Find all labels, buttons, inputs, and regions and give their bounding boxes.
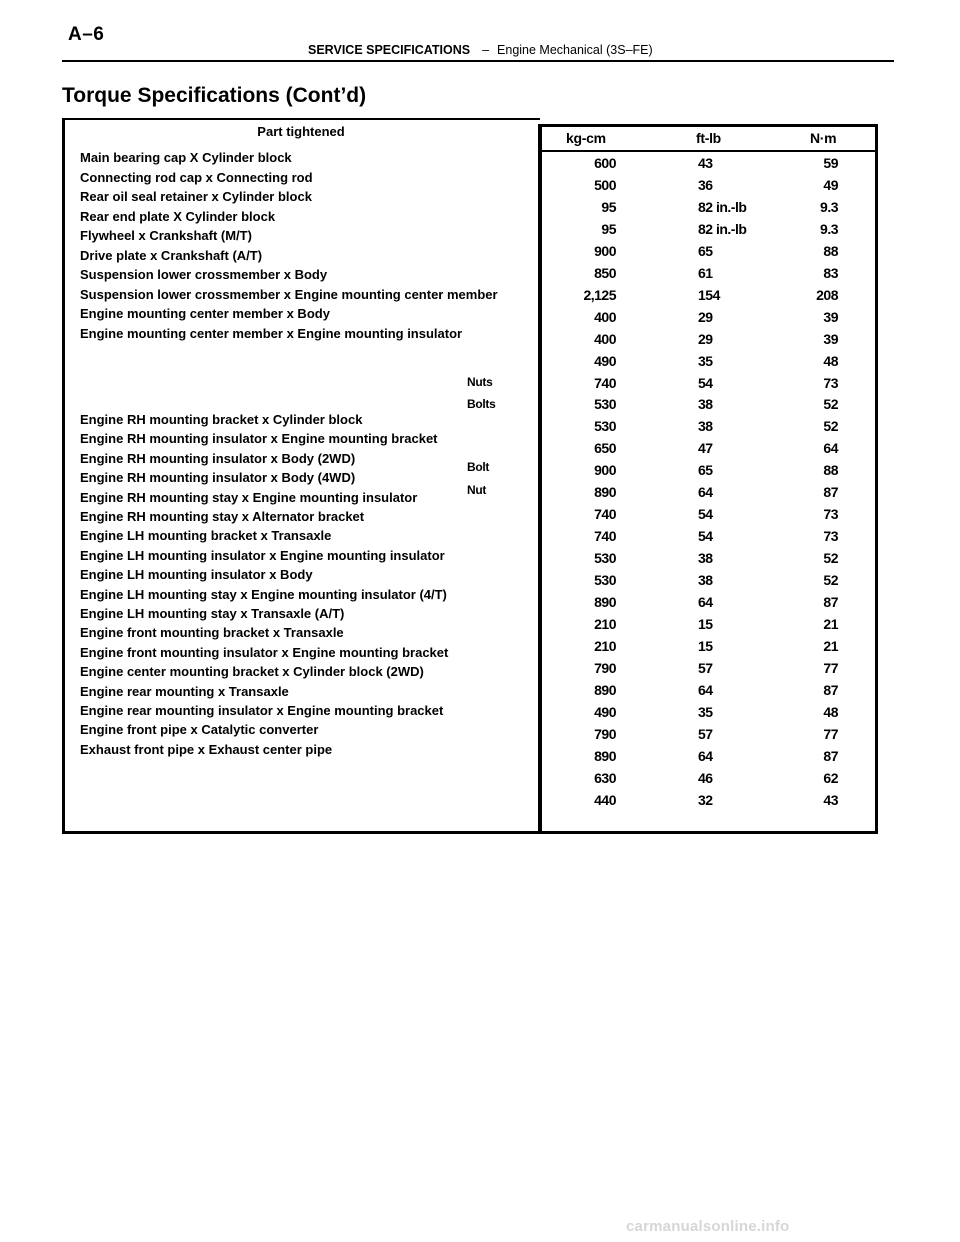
ft-lb-value: 43 <box>698 155 713 171</box>
ft-lb-value: 65 <box>698 462 713 479</box>
subsection-title: Engine Mechanical (3S–FE) <box>497 43 653 57</box>
ft-lb-value: 29 <box>698 330 713 347</box>
n-m-value: 73 <box>823 374 838 391</box>
column-header-n-m: N·m <box>810 130 837 146</box>
part-tightened-line: Engine LH mounting stay x Engine mounting insulator (4/T) <box>80 586 447 602</box>
ft-lb-value: 15 <box>698 615 713 632</box>
kg-cm-value: 490 <box>594 352 616 369</box>
torque-spec-table <box>62 118 880 834</box>
fastener-label: Bolts <box>467 397 496 411</box>
column-header-kg-cm: kg-cm <box>566 130 606 146</box>
ft-lb-value: 38 <box>698 418 713 435</box>
ft-lb-value: 57 <box>698 659 713 676</box>
part-tightened-line: Engine front mounting bracket x Transaxle <box>80 625 344 641</box>
watermark: carmanualsonline.info <box>626 1218 790 1235</box>
kg-cm-value: 440 <box>594 791 616 808</box>
ft-lb-value: 54 <box>698 528 713 545</box>
n-m-value: 62 <box>823 769 838 786</box>
ft-lb-value: 64 <box>698 484 713 501</box>
kg-cm-value: 600 <box>594 155 616 171</box>
n-m-value: 52 <box>823 550 838 567</box>
kg-cm-value: 95 <box>601 198 616 215</box>
ft-lb-value: 61 <box>698 264 713 281</box>
ft-lb-value: 57 <box>698 725 713 742</box>
kg-cm-value: 890 <box>594 681 616 698</box>
part-tightened-line: Engine RH mounting stay x Alternator bracket <box>80 509 365 524</box>
part-tightened-line: Engine mounting center member x Engine mounting insulator <box>80 325 463 341</box>
running-header <box>308 43 653 57</box>
kg-cm-value: 740 <box>594 506 616 523</box>
n-m-value: 87 <box>823 747 838 764</box>
n-m-value: 9.3 <box>820 220 838 237</box>
part-tightened-line: Engine LH mounting bracket x Transaxle <box>80 528 332 544</box>
kg-cm-value: 890 <box>594 484 616 501</box>
ft-lb-value: 38 <box>698 396 713 413</box>
section-title: SERVICE SPECIFICATIONS <box>308 43 471 57</box>
kg-cm-value: 850 <box>594 264 616 281</box>
ft-lb-value: 64 <box>698 594 713 610</box>
ft-lb-value: 82 in.-lb <box>698 198 747 215</box>
kg-cm-value: 650 <box>594 440 616 457</box>
part-tightened-line: Engine rear mounting x Transaxle <box>80 683 289 699</box>
n-m-value: 39 <box>823 308 838 325</box>
kg-cm-value: 400 <box>594 308 616 325</box>
n-m-value: 52 <box>823 418 838 435</box>
kg-cm-value: 790 <box>594 725 616 742</box>
kg-cm-value: 530 <box>594 418 616 435</box>
kg-cm-value: 500 <box>594 176 616 193</box>
kg-cm-value: 95 <box>601 220 616 237</box>
n-m-value: 87 <box>823 681 838 698</box>
kg-cm-value: 890 <box>594 747 616 764</box>
ft-lb-value: 46 <box>698 769 713 786</box>
part-tightened-line: Flywheel x Crankshaft (M/T) <box>80 228 252 243</box>
n-m-value: 52 <box>823 396 838 413</box>
n-m-value: 77 <box>823 725 838 742</box>
n-m-value: 87 <box>823 484 838 501</box>
ft-lb-value: 36 <box>698 176 713 193</box>
kg-cm-value: 2,125 <box>583 286 616 303</box>
part-tightened-line: Engine front mounting insulator x Engine mounting bracket <box>80 644 449 660</box>
part-tightened-line: Engine rear mounting insulator x Engine mounting bracket <box>80 703 444 718</box>
ft-lb-value: 32 <box>698 791 713 808</box>
n-m-value: 43 <box>823 791 838 808</box>
n-m-value: 83 <box>823 264 838 281</box>
n-m-value: 77 <box>823 659 838 676</box>
ft-lb-value: 64 <box>698 747 713 764</box>
part-tightened-line: Engine RH mounting bracket x Cylinder block <box>80 412 363 427</box>
fastener-label: Bolt <box>467 460 490 474</box>
part-tightened-line: Rear oil seal retainer x Cylinder block <box>80 189 312 204</box>
part-tightened-line: Engine RH mounting insulator x Body (2WD) <box>80 450 356 466</box>
part-tightened-line: Connecting rod cap x Connecting rod <box>80 169 313 185</box>
kg-cm-value: 210 <box>594 615 616 632</box>
n-m-value: 21 <box>823 615 838 632</box>
page-title: Torque Specifications (Cont’d) <box>62 84 367 107</box>
part-tightened-line: Drive plate x Crankshaft (A/T) <box>80 247 263 263</box>
ft-lb-value: 65 <box>698 242 713 259</box>
kg-cm-value: 740 <box>594 528 616 545</box>
n-m-value: 88 <box>823 242 838 259</box>
n-m-value: 73 <box>823 528 838 545</box>
header-rule <box>62 60 894 62</box>
part-tightened-line: Exhaust front pipe x Exhaust center pipe <box>80 741 333 757</box>
part-tightened-line: Engine center mounting bracket x Cylinder block (2WD) <box>80 664 424 680</box>
ft-lb-value: 38 <box>698 572 713 589</box>
n-m-value: 87 <box>823 594 838 610</box>
part-tightened-line: Engine mounting center member x Body <box>80 306 330 321</box>
n-m-value: 88 <box>823 462 838 479</box>
part-tightened-line: Engine RH mounting insulator x Engine mounting bracket <box>80 431 438 447</box>
kg-cm-value: 890 <box>594 594 616 610</box>
part-tightened-line: Suspension lower crossmember x Engine mounting center member <box>80 286 498 302</box>
n-m-value: 48 <box>823 703 838 720</box>
column-header-ft-lb: ft-lb <box>696 130 721 146</box>
part-tightened-line: Engine LH mounting insulator x Engine mounting insulator <box>80 547 445 563</box>
ft-lb-value: 35 <box>698 352 713 369</box>
n-m-value: 9.3 <box>820 198 838 215</box>
values-header-rule <box>538 150 878 152</box>
ft-lb-value: 54 <box>698 374 713 391</box>
ft-lb-value: 82 in.-lb <box>698 220 747 237</box>
kg-cm-value: 900 <box>594 242 616 259</box>
n-m-value: 208 <box>816 286 838 303</box>
n-m-value: 59 <box>823 155 838 171</box>
part-tightened-line: Engine LH mounting stay x Transaxle (A/T) <box>80 606 345 621</box>
n-m-value: 48 <box>823 352 838 369</box>
fastener-label: Nut <box>467 483 487 497</box>
n-m-value: 52 <box>823 572 838 589</box>
kg-cm-value: 530 <box>594 550 616 567</box>
kg-cm-value: 490 <box>594 703 616 720</box>
ft-lb-value: 35 <box>698 703 713 720</box>
ft-lb-value: 47 <box>698 440 713 457</box>
part-tightened-line: Main bearing cap X Cylinder block <box>80 150 292 165</box>
kg-cm-value: 400 <box>594 330 616 347</box>
kg-cm-value: 630 <box>594 769 616 786</box>
part-tightened-line: Engine RH mounting stay x Engine mounting insulator <box>80 489 418 505</box>
kg-cm-value: 900 <box>594 462 616 479</box>
part-tightened-line: Engine RH mounting insulator x Body (4WD) <box>80 470 356 486</box>
ft-lb-value: 64 <box>698 681 713 698</box>
part-tightened-line: Engine LH mounting insulator x Body <box>80 567 313 583</box>
header-separator: – <box>482 43 490 57</box>
n-m-value: 39 <box>823 330 838 347</box>
kg-cm-value: 740 <box>594 374 616 391</box>
part-tightened-header: Part tightened <box>257 124 345 139</box>
ft-lb-value: 154 <box>698 286 720 303</box>
ft-lb-value: 29 <box>698 308 713 325</box>
ft-lb-value: 38 <box>698 550 713 567</box>
page-code: A–6 <box>68 24 105 45</box>
kg-cm-value: 530 <box>594 572 616 589</box>
n-m-value: 49 <box>823 176 838 193</box>
fastener-label: Nuts <box>467 375 493 389</box>
part-tightened-line: Rear end plate X Cylinder block <box>80 208 276 224</box>
ft-lb-value: 15 <box>698 637 713 654</box>
kg-cm-value: 530 <box>594 396 616 413</box>
n-m-value: 64 <box>823 440 838 457</box>
n-m-value: 21 <box>823 637 838 654</box>
n-m-value: 73 <box>823 506 838 523</box>
ft-lb-value: 54 <box>698 506 713 523</box>
kg-cm-value: 210 <box>594 637 616 654</box>
part-tightened-line: Engine front pipe x Catalytic converter <box>80 722 319 738</box>
kg-cm-value: 790 <box>594 659 616 676</box>
part-tightened-line: Suspension lower crossmember x Body <box>80 267 328 282</box>
